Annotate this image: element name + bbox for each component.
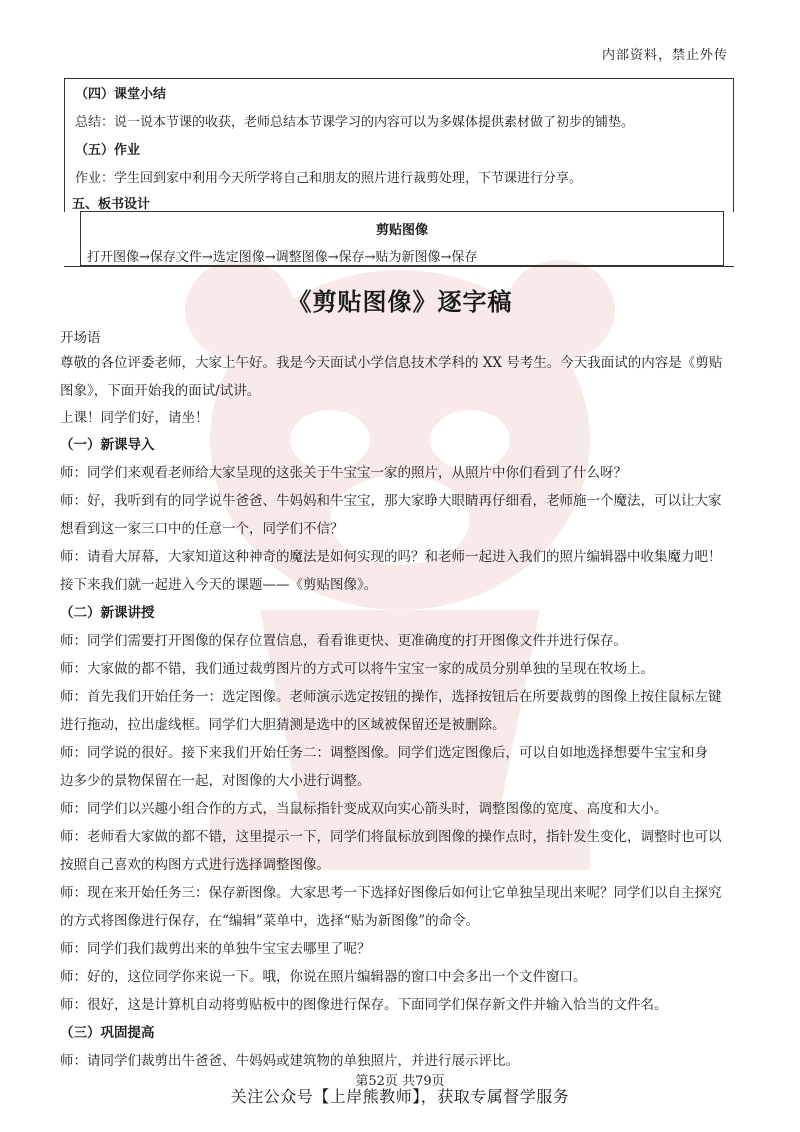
transcript-line: 师：首先我们开始任务一：选定图像。老师演示选定按钮的操作，选择按钮后在所要裁剪的图像上按住鼠标左键 <box>60 689 722 705</box>
document-title: 《剪贴图像》逐字稿 <box>287 287 513 316</box>
transcript-line: 师：请看大屏幕，大家知道这种神奇的魔法是如何实现的吗？和老师一起进入我们的照片编辑器中收集魔力吧！ <box>60 549 722 565</box>
transcript-line: 边多少的景物保留在一起，对图像的大小进行调整。 <box>60 773 371 789</box>
transcript-line: 师：同学说的很好。接下来我们开始任务二：调整图像。同学们选定图像后，可以自如地选择想要牛宝宝和身 <box>60 745 708 761</box>
lesson-summary-table <box>64 78 734 212</box>
board-title: 剪贴图像 <box>375 223 428 238</box>
transcript-line: 师：现在来开始任务三：保存新图像。大家思考一下选择好图像后如何让它单独呈现出来呢？同学们以自主探究 <box>60 885 722 901</box>
transcript-line: 进行拖动，拉出虚线框。同学们大胆猜测是选中的区域被保留还是被删除。 <box>60 717 506 733</box>
bear-mascot-watermark <box>170 250 630 890</box>
page-number: 第52页 共79页 <box>355 1074 445 1089</box>
transcript-line: 师：同学们我们裁剪出来的单独牛宝宝去哪里了呢？ <box>60 941 371 957</box>
board-design-heading: 五、板书设计 <box>72 197 151 212</box>
transcript-line: 师：很好，这是计算机自动将剪贴板中的图像进行保存。下面同学们保存新文件并输入恰当的文件名。 <box>60 997 668 1013</box>
transcript-line: 师：请同学们裁剪出牛爸爸、牛妈妈或建筑物的单独照片，并进行展示评比。 <box>60 1053 519 1069</box>
board-flow: 打开图像→保存文件→选定图像→调整图像→保存→贴为新图像→保存 <box>87 250 478 265</box>
transcript-line: 师：同学们来观看老师给大家呈现的这张关于牛宝宝一家的照片，从照片中你们看到了什么呀？ <box>60 465 627 481</box>
section-heading: （二）新课讲授 <box>60 605 155 621</box>
section-heading: （一）新课导入 <box>60 437 155 453</box>
board-design-box <box>80 211 724 266</box>
transcript-line: 师：同学们以兴趣小组合作的方式，当鼠标指针变成双向实心箭头时，调整图像的宽度、高度和大小。 <box>60 801 668 817</box>
promo-footer: 关注公众号【上岸熊教师】，获取专属督学服务 <box>230 1087 570 1106</box>
transcript-line: 按照自己喜欢的构图方式进行选择调整图像。 <box>60 857 330 873</box>
transcript-line: 尊敬的各位评委老师，大家上午好。我是今天面试小学信息技术学科的 XX 号考生。今天我面试的内容是《剪贴 <box>60 355 723 371</box>
transcript-line: 师：老师看大家做的都不错，这里提示一下，同学们将鼠标放到图像的操作点时，指针发生变化，调整时也可以 <box>60 829 722 845</box>
section-heading: （三）巩固提高 <box>60 1025 155 1041</box>
transcript-line: 图象》，下面开始我的面试/试讲。 <box>60 383 261 399</box>
transcript-line: 上课！同学们好，请坐！ <box>60 410 209 426</box>
transcript-line: 师：好，我听到有的同学说牛爸爸、牛妈妈和牛宝宝，那大家睁大眼睛再仔细看，老师施一个魔法，可以让大家 <box>60 493 722 509</box>
section5-title: （五）作业 <box>75 143 141 158</box>
confidential-note: 内部资料，禁止外传 <box>601 48 728 63</box>
section5-text: 作业：学生回到家中利用今天所学将自己和朋友的照片进行裁剪处理，下节课进行分享。 <box>75 171 583 186</box>
table-bottom-border <box>64 266 734 267</box>
transcript-line: 的方式将图像进行保存，在“编辑”菜单中，选择“贴为新图像”的命令。 <box>60 913 480 929</box>
transcript-line: 师：大家做的都不错，我们通过裁剪图片的方式可以将牛宝宝一家的成员分别单独的呈现在牧场上。 <box>60 661 654 677</box>
section4-title: （四）课堂小结 <box>75 87 167 102</box>
section4-text: 总结：说一说本节课的收获，老师总结本节课学习的内容可以为多媒体提供素材做了初步的铺垫。 <box>75 115 635 130</box>
transcript-line: 接下来我们就一起进入今天的课题——《剪贴图像》。 <box>60 577 378 593</box>
transcript-line: 师：好的，这位同学你来说一下。哦，你说在照片编辑器的窗口中会多出一个文件窗口。 <box>60 969 587 985</box>
transcript-line: 想看到这一家三口中的任意一个，同学们不信？ <box>60 521 344 537</box>
transcript-line: 师：同学们需要打开图像的保存位置信息，看看谁更快、更准确度的打开图像文件并进行保存。 <box>60 633 627 649</box>
transcript-line: 开场语 <box>60 330 101 346</box>
